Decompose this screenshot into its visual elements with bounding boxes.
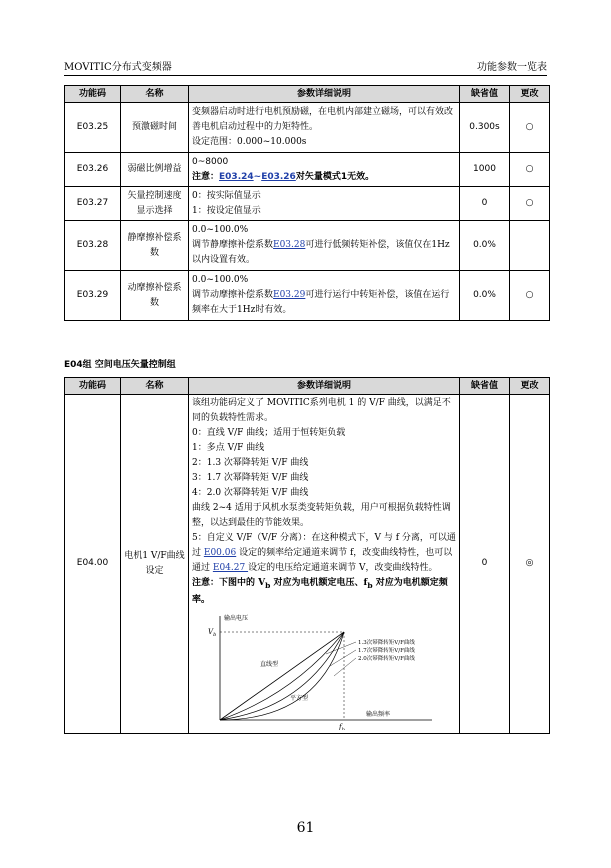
param-change: ○ — [510, 271, 550, 321]
legend-item: 2.0次幂降转矩V/F曲线 — [358, 655, 415, 662]
desc-line: 1：按设定值显示 — [192, 205, 261, 216]
param-code: E03.27 — [65, 187, 121, 221]
desc-text: 调节静摩擦补偿系数 — [192, 240, 274, 250]
param-name: 静摩擦补偿系数 — [121, 221, 189, 271]
param-change: ○ — [510, 153, 550, 187]
param-name: 动摩擦补偿系数 — [121, 271, 189, 321]
param-link[interactable]: E03.24 — [219, 171, 254, 182]
col-change: 更改 — [510, 86, 550, 103]
col-name: 名称 — [121, 378, 189, 395]
param-default: 0.0% — [460, 221, 510, 271]
legend-leader — [334, 658, 356, 676]
param-default: 0 — [460, 395, 510, 734]
param-code: E03.29 — [65, 271, 121, 321]
param-desc — [189, 153, 460, 187]
note-suffix: 对矢量模式1无效。 — [295, 171, 375, 182]
legend-item: 1.7次幂降转矩V/F曲线 — [358, 647, 415, 654]
vf-curve-figure — [194, 610, 456, 730]
param-desc — [189, 271, 460, 321]
table-header-row — [65, 378, 550, 395]
param-name: 矢量控制速度显示选择 — [121, 187, 189, 221]
param-change: ◎ — [510, 395, 550, 734]
fb-label: $f_b$ — [339, 722, 345, 730]
header-section: 功能参数一览表 — [477, 62, 547, 73]
param-change — [510, 221, 550, 271]
param-table-e04 — [64, 377, 550, 734]
param-table-e03 — [64, 85, 550, 321]
header-divider — [64, 75, 547, 76]
param-name: 电机1 V/F曲线设定 — [121, 395, 189, 734]
param-default: 0.300s — [460, 103, 510, 153]
col-default: 缺省值 — [460, 378, 510, 395]
table-row — [65, 221, 550, 271]
param-name: 弱磁比例增益 — [121, 153, 189, 187]
param-desc — [189, 395, 460, 734]
page-number: 61 — [296, 820, 315, 836]
table-row — [65, 187, 550, 221]
param-link[interactable]: E03.28 — [273, 240, 306, 250]
table-row — [65, 395, 550, 734]
straight-curve — [220, 632, 344, 720]
param-desc — [189, 103, 460, 153]
note-subscript: b — [265, 580, 271, 590]
desc-line: 3：1.7 次幂降转矩 V/F 曲线 — [192, 473, 309, 483]
param-desc — [189, 221, 460, 271]
note-text: 对应为电机额定电压、f — [270, 578, 368, 588]
param-link[interactable]: E03.29 — [273, 290, 306, 300]
desc-line: 0：直线 V/F 曲线；适用于恒转矩负载 — [192, 428, 346, 438]
vb-label: $V_b$ — [208, 627, 217, 638]
note-text: 注意：下图中的 V — [192, 578, 266, 588]
desc-line: 0：按实际值显示 — [192, 190, 261, 201]
desc-text: 设定的频率给定通道来调节 f，改变曲线特性，也可以通过 — [192, 548, 453, 573]
param-code: E03.28 — [65, 221, 121, 271]
desc-text: 5：自定义 V/F（V/F 分离）：在这种模式下，V 与 f 分离，可以通过 — [192, 533, 456, 558]
col-default: 缺省值 — [460, 86, 510, 103]
desc-line: 0~8000 — [192, 156, 229, 167]
desc-line — [192, 531, 456, 576]
desc-text: 调节动摩擦补偿系数 — [192, 290, 274, 300]
col-code: 功能码 — [65, 86, 121, 103]
note-prefix: 注意： — [192, 171, 220, 182]
param-default: 0 — [460, 187, 510, 221]
legend-item: 1.3次幂降转矩V/F曲线 — [358, 639, 415, 646]
param-code: E04.00 — [65, 395, 121, 734]
param-default: 1000 — [460, 153, 510, 187]
desc-text: 可进行低频转矩补偿，该值仅在1Hz以内设置有效。 — [192, 240, 450, 265]
desc-note — [192, 170, 456, 185]
desc-line: 1：多点 V/F 曲线 — [192, 443, 265, 453]
desc-line — [192, 288, 456, 318]
note-text: 对应为电机额定频率。 — [192, 578, 448, 605]
col-name: 名称 — [121, 86, 189, 103]
header-title: MOVITIC分布式变频器 — [64, 62, 172, 73]
desc-text: 可进行运行中转矩补偿，该值在运行频率在大于1Hz时有效。 — [192, 290, 450, 315]
col-desc: 参数详细说明 — [189, 86, 460, 103]
col-code: 功能码 — [65, 378, 121, 395]
param-default: 0.0% — [460, 271, 510, 321]
desc-line: 该组功能码定义了 MOVITIC系列电机 1 的 V/F 曲线，以满足不同的负载特性需求。 — [192, 398, 451, 423]
straight-label: 直线型 — [260, 660, 279, 668]
y-axis-label: 输出电压 — [224, 614, 249, 622]
square-label: 平方型 — [290, 694, 309, 702]
param-link[interactable]: E04.27 — [212, 563, 249, 573]
desc-line: 0.0~100.0% — [192, 275, 249, 285]
param-change: ○ — [510, 103, 550, 153]
table-row — [65, 271, 550, 321]
param-change: ○ — [510, 187, 550, 221]
section-title: E04组 空间电压矢量控制组 — [64, 360, 176, 370]
col-change: 更改 — [510, 378, 550, 395]
param-link[interactable]: E00.06 — [203, 548, 237, 558]
desc-line: 设定范围：0.000~10.000s — [192, 137, 307, 147]
note-subscript: b — [367, 580, 373, 590]
table-row — [65, 103, 550, 153]
desc-line: 变频器启动时进行电机预励磁，在电机内部建立磁场，可以有效改善电机启动过程中的力矩特性。 — [192, 107, 454, 132]
param-name: 预激磁时间 — [121, 103, 189, 153]
table-header-row — [65, 86, 550, 103]
desc-line: 曲线 2~4 适用于风机水泵类变转矩负载，用户可根据负载特性调整，以达到最佳的节能效果。 — [192, 503, 451, 528]
desc-text: 设定的电压给定通道来调节 V，改变曲线特性。 — [248, 563, 438, 573]
desc-line — [192, 238, 456, 268]
desc-line: 2：1.3 次幂降转矩 V/F 曲线 — [192, 458, 309, 468]
desc-line: 4：2.0 次幂降转矩 V/F 曲线 — [192, 488, 309, 498]
desc-line: 0.0~100.0% — [192, 225, 249, 235]
param-link[interactable]: E03.26 — [261, 171, 296, 182]
x-axis-label: 输出频率 — [366, 710, 391, 718]
param-code: E03.26 — [65, 153, 121, 187]
table-row — [65, 153, 550, 187]
param-desc — [189, 187, 460, 221]
col-desc: 参数详细说明 — [189, 378, 460, 395]
desc-note — [192, 576, 456, 608]
param-code: E03.25 — [65, 103, 121, 153]
range-tilde: ~ — [253, 171, 262, 182]
